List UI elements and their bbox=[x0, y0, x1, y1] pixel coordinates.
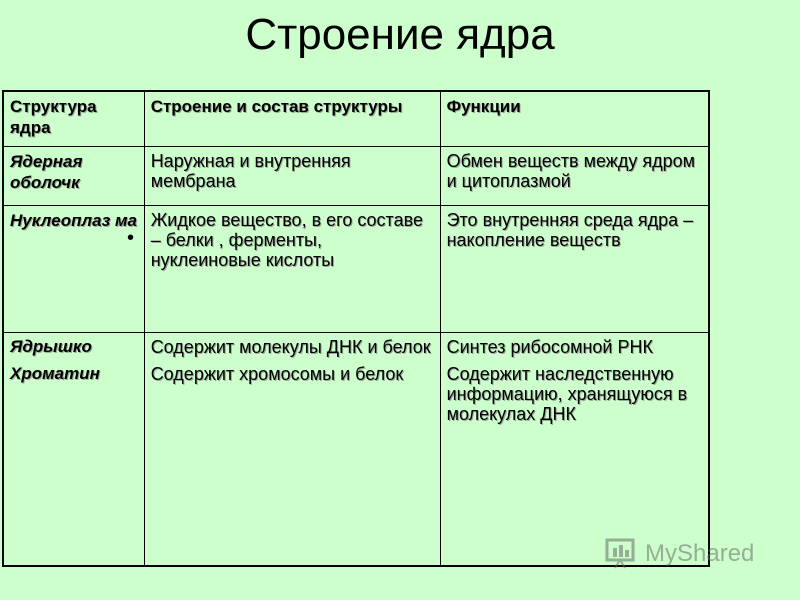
functions-text-chromatin: Содержит наследственную информацию, хранящуюся в молекулах ДНК bbox=[446, 364, 688, 424]
functions-cell bbox=[440, 147, 709, 206]
structure-label-chromatin: Хроматин bbox=[10, 364, 100, 383]
table-row bbox=[3, 333, 709, 567]
header-composition-label: Строение и состав структуры bbox=[150, 97, 403, 116]
structure-cell bbox=[3, 333, 144, 567]
structure-label: Ядерная оболочк bbox=[10, 152, 83, 192]
composition-cell bbox=[144, 333, 440, 567]
table-row bbox=[3, 147, 709, 206]
nucleus-structure-table bbox=[2, 90, 710, 567]
composition-text: Жидкое вещество, в его составе – белки , ферменты, нуклеиновые кислоты bbox=[150, 210, 423, 270]
composition-text-chromatin: Содержит хромосомы и белок bbox=[150, 364, 404, 384]
watermark-logo bbox=[605, 534, 765, 574]
structure-cell bbox=[3, 147, 144, 206]
presentation-icon bbox=[605, 534, 643, 570]
functions-text-nucleolus: Синтез рибосомной РНК bbox=[446, 337, 653, 357]
header-cell-structure bbox=[3, 91, 144, 147]
functions-cell bbox=[440, 206, 709, 333]
header-cell-composition bbox=[144, 91, 440, 147]
table-row bbox=[3, 206, 709, 333]
composition-cell bbox=[144, 147, 440, 206]
composition-text: Наружная и внутренняя мембрана bbox=[150, 151, 351, 191]
composition-text-nucleolus: Содержит молекулы ДНК и белок bbox=[150, 337, 431, 357]
bullet-dot: • bbox=[127, 227, 135, 249]
watermark-text: MyShared bbox=[645, 540, 755, 567]
page-title: Строение ядра bbox=[245, 10, 555, 59]
functions-text: Это внутренняя среда ядра – накопление веществ bbox=[446, 210, 694, 250]
table-header-row bbox=[3, 91, 709, 147]
structure-label: Нуклеоплаз ма bbox=[10, 211, 138, 230]
structure-label-nucleolus: Ядрышко bbox=[10, 337, 92, 356]
functions-text: Обмен веществ между ядром и цитоплазмой bbox=[446, 151, 695, 191]
header-structure-label: Структура ядра bbox=[10, 97, 97, 137]
functions-cell bbox=[440, 333, 709, 567]
structure-cell bbox=[3, 206, 144, 333]
header-cell-functions bbox=[440, 91, 709, 147]
header-functions-label: Функции bbox=[446, 97, 521, 116]
composition-cell bbox=[144, 206, 440, 333]
